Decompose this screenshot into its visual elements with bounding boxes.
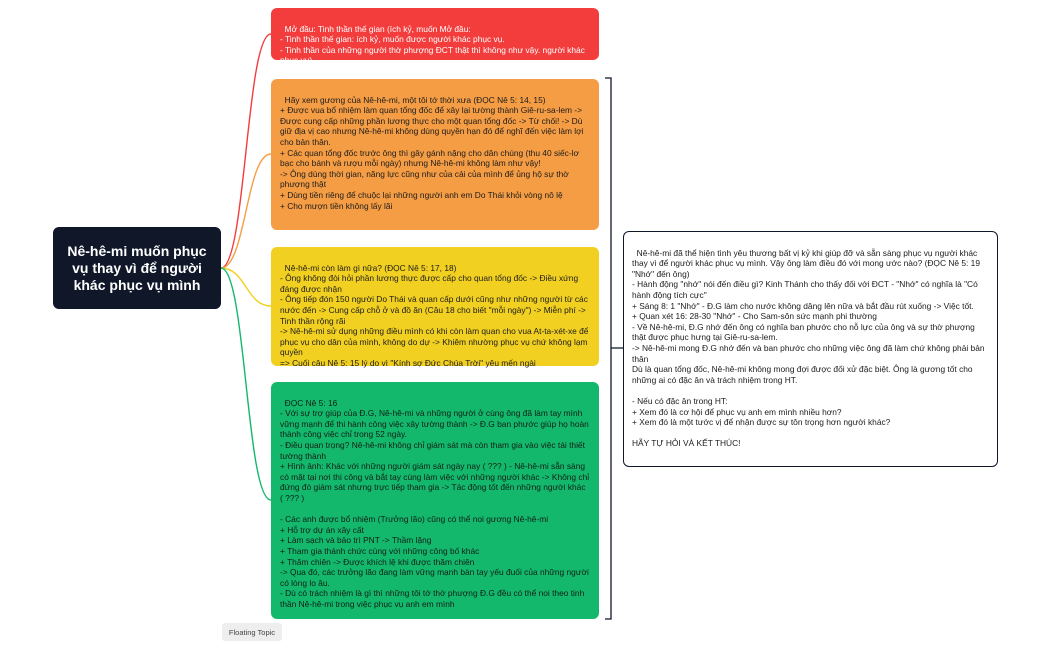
topic-neh-5-16[interactable] (271, 382, 599, 619)
topic-intro-text: Mở đầu: Tinh thần thế gian (ích kỷ, muốn Mở đầu: - Tinh thần thế gian: ích kỷ, muốn được người khác phục vụ. - Tinh thần của những người thờ phượng ĐCT thật thì không như vậy. người khác phục vụ) (280, 23, 585, 66)
summary-topic-text: Nê-hê-mi đã thể hiện tình yêu thương bất vị kỷ khi giúp đỡ và sẵn sàng phục vụ người khác thay vì để người khác phục vụ mình. Vậy ông làm điều đó với mong ước nào? (ĐỌC Nê 5: 19 "Nhớ" đến ông) - Hành động "nhớ" nói đến điều gì? Kinh Thánh cho thấy đối với ĐCT - "Nhớ" có nghĩa là "Có hành động tích cực" + Sáng 8: 1 "Nhớ" - Đ.G làm cho nước không dâng lên nữa và bắt đầu rút xuống -> Việc tốt. + Quan xét 16: 28-30 "Nhớ" - Cho Sam-sôn sức mạnh phi thường - Về Nê-hê-mi, Đ.G nhớ đến ông có nghĩa ban phước cho nỗ lực của ông và sự thờ phượng thật được phục hưng tại Giê-ru-sa-lem. -> Nê-hê-mi mong Đ.G nhớ đến và ban phước cho những việc ông đã làm chứ không phải bản thân Dù là quan tổng đốc, Nê-hê-mi không mong đợi được đối xử đặc biệt. Ông là gương tốt cho những ai có đặc ân và trách nhiệm trong HT. - Nếu có đặc ân trong HT: + Xem đó là cơ hội để phục vụ anh em mình nhiều hơn? + Xem đó là một tước vị để nhận được sự tôn trọng hơn người khác? HÃY TỰ HỎI VÀ KẾT THÚC! (632, 247, 985, 449)
topic-intro[interactable] (271, 8, 599, 66)
topic-nehemiah-example-text: Hãy xem gương của Nê-hê-mi, một tôi tớ thời xưa (ĐỌC Nê 5: 14, 15) + Được vua bổ nhiệm làm quan tổng đốc để xây lại tường thành Giê-ru-sa-lem -> Được cung cấp những phần lương thực cho một quan tổng đốc -> Từ chối! -> Dù giữ địa vị cao nhưng Nê-hê-mi không dùng quyền hạn đó để nghĩ đến việc làm lợi cho bản thân. + Các quan tổng đốc trước ông thì gây gánh nặng cho dân chúng (thu 40 siếc-lơ bạc cho bánh và rượu mỗi ngày) nhưng Nê-hê-mi không làm như vậy! -> Ông dùng thời gian, năng lực cũng như của cải của mình để ủng hộ sự thờ phượng thật + Dùng tiền riêng để chuộc lại những người anh em Do Thái khỏi vòng nô lệ + Cho mượn tiền không lấy lãi (280, 94, 584, 211)
floating-topic[interactable] (222, 623, 282, 641)
topic-neh-5-16-text: ĐỌC Nê 5: 16 - Với sự trợ giúp của Đ.G, Nê-hê-mi và những người ở cùng ông đã làm tay mình vững mạnh để thi hành công việc xây tường thành -> Đ.G ban phước giúp họ hoàn thành công việc chỉ trong 52 ngày. - Điều quan trọng? Nê-hê-mi không chỉ giám sát mà còn tham gia vào việc tái thiết tường thành + Hình ảnh: Khác với những người giám sát ngày nay ( ??? ) - Nê-hê-mi sẵn sàng có mặt tại nơi thi công và bắt tay cùng làm việc với những người khác -> Không chỉ đứng đó giám sát nhưng trực tiếp tham gia -> Tác động tốt đến những người khác ( ??? ) - Các anh được bổ nhiệm (Trưởng lão) cũng có thể noi gương Nê-hê-mi + Hỗ trợ dự án xây cất + Làm sạch và bảo trì PNT -> Thầm lặng + Tham gia thánh chức cùng với những công bố khác + Thăm chiên -> Được khích lệ khi được thăm chiên -> Qua đó, các trưởng lão đang làm vững mạnh bàn tay yếu đuối của những người có lòng lo âu. - Dù có trách nhiệm là gì thì những tôi tớ thờ phượng Đ.G đều có thể noi theo tinh thần Nê-hê-mi trong việc phục vụ anh em mình (280, 397, 590, 609)
connector-green (221, 268, 271, 500)
central-topic[interactable] (53, 227, 221, 309)
topic-what-else[interactable] (271, 247, 599, 366)
topic-what-else-text: Nê-hê-mi còn làm gì nữa? (ĐỌC Nê 5: 17, 18) - Ông không đòi hỏi phần lương thực được cấp cho quan tổng đốc -> Điều xứng đáng được nhận - Ông tiếp đón 150 người Do Thái và quan cấp dưới cũng như những người từ các nước đến -> Cung cấp chỗ ở và đồ ăn (Câu 18 cho biết "mỗi ngày") -> Miễn phí -> Tinh thần rộng rãi -> Nê-hê-mi sử dụng những điều mình có khi còn làm quan cho vua At-ta-xét-xe để phục vụ cho dân của mình, không do dự -> Khiêm nhường phục vụ chứ không lạm quyền => Cuối câu Nê 5: 15 lý do vì "Kính sợ Đức Chúa Trời" yêu mến ngài (280, 262, 589, 368)
summary-bracket (605, 78, 623, 619)
connector-orange (221, 154, 271, 268)
topic-nehemiah-example[interactable] (271, 79, 599, 230)
connector-yellow (221, 268, 271, 306)
connector-red (221, 34, 271, 268)
floating-topic-label: Floating Topic (228, 627, 276, 637)
summary-topic[interactable] (623, 231, 998, 467)
central-topic-label: Nê-hê-mi muốn phục vụ thay vì để người khác phục vụ mình (67, 242, 207, 293)
